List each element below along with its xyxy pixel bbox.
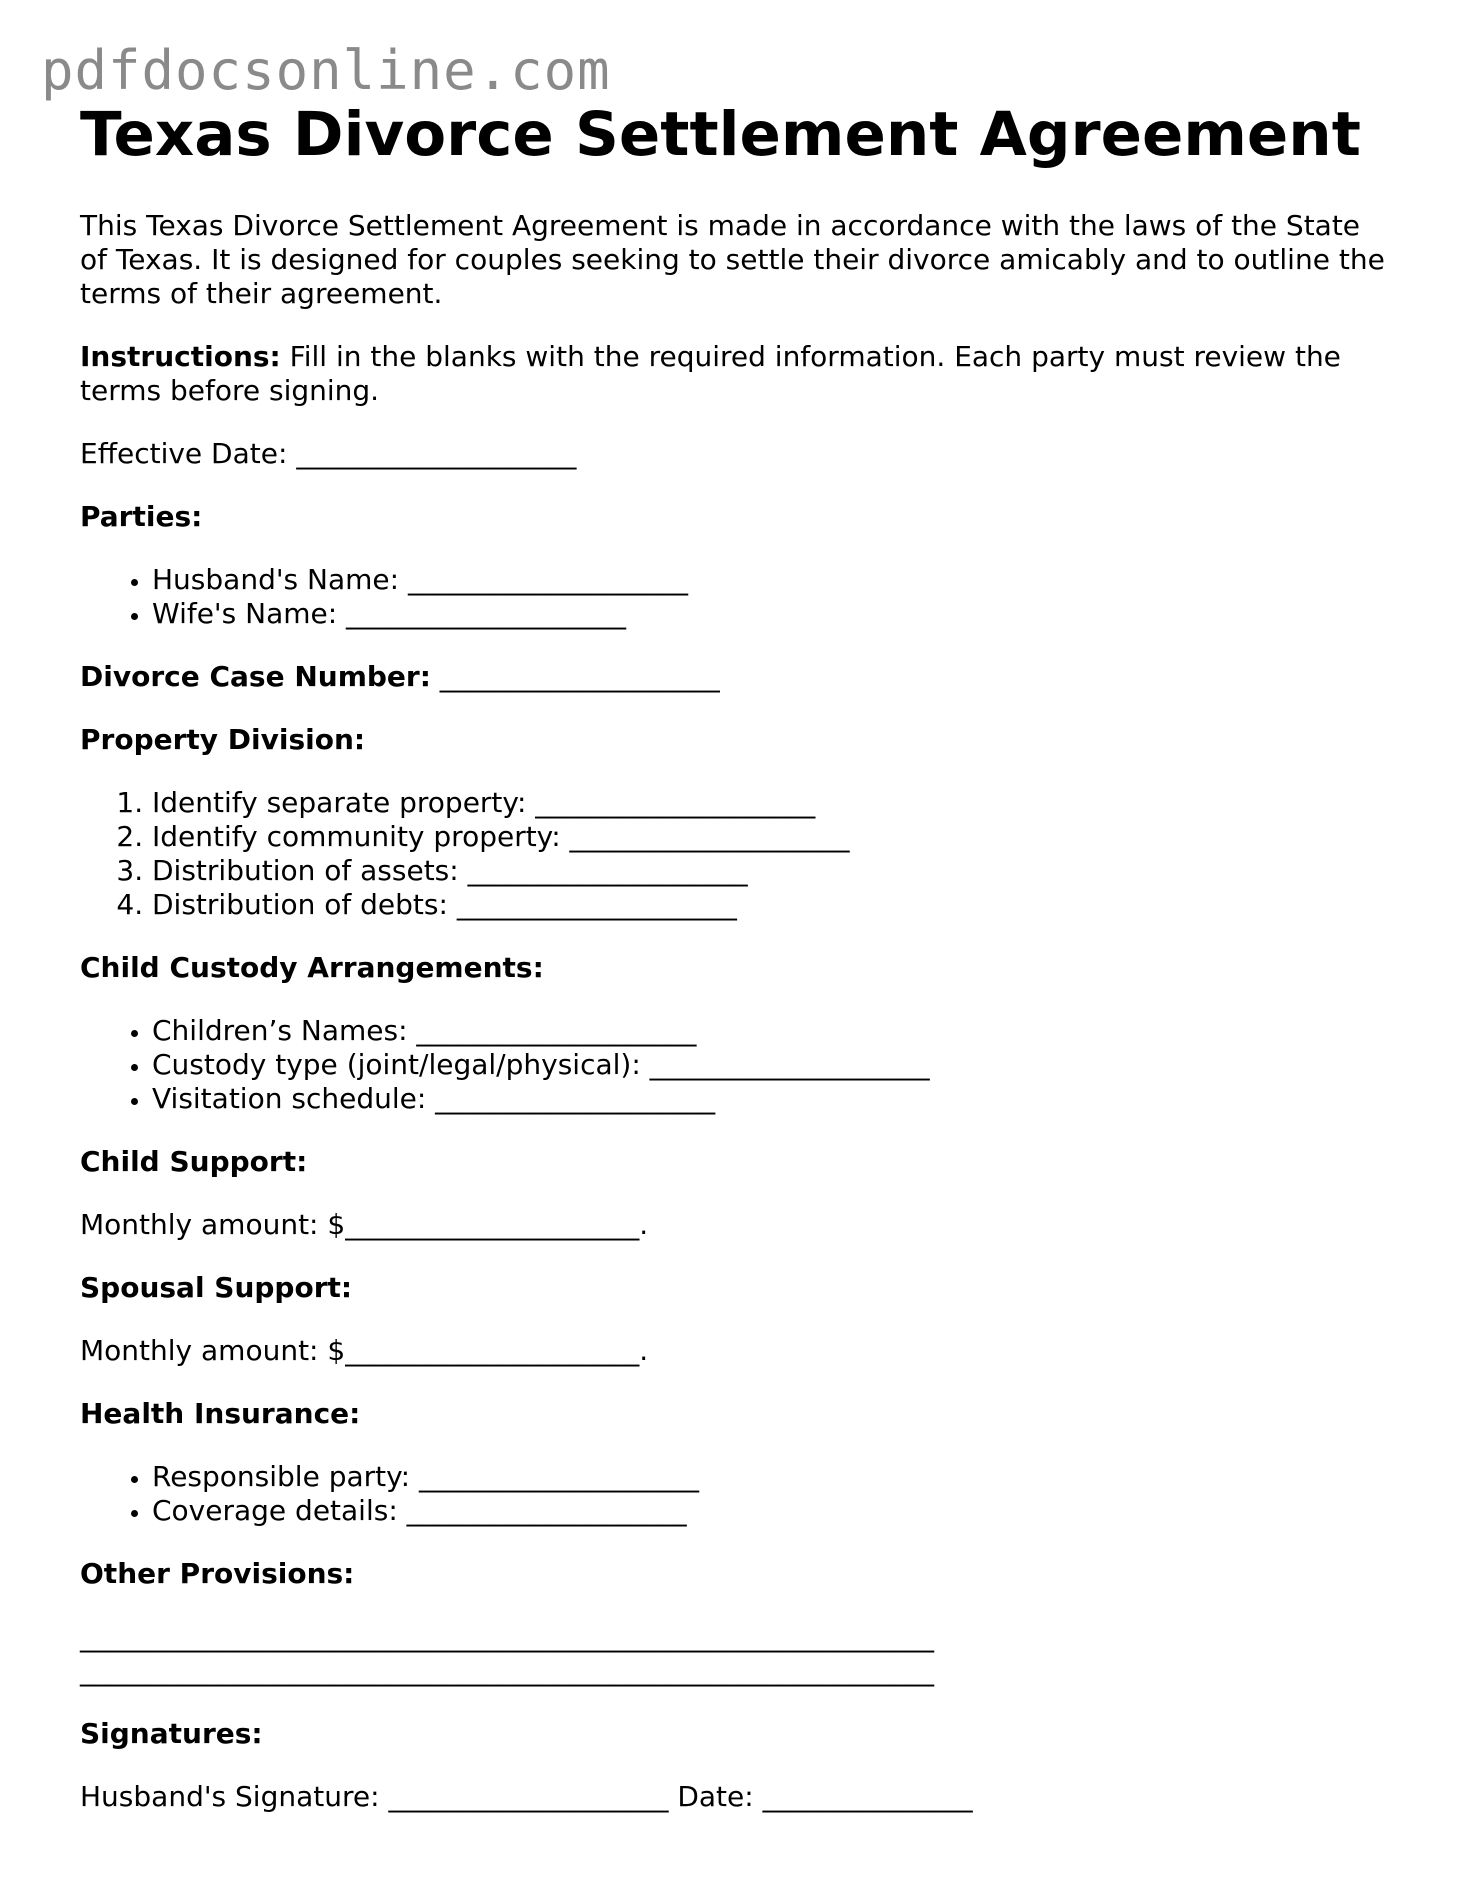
signatures-heading: Signatures: (80, 1717, 263, 1750)
wife-name-field[interactable]: • Wife's Name: ____________________ (152, 597, 1390, 631)
responsible-party-field[interactable]: • Responsible party: ____________________ (152, 1460, 1390, 1494)
health-insurance-list (80, 1460, 1390, 1528)
child-support-amount-field[interactable]: Monthly amount: $_____________________. (80, 1208, 649, 1241)
effective-date-field[interactable]: Effective Date: ____________________ (80, 437, 577, 470)
property-heading: Property Division: (80, 723, 366, 756)
other-provisions-line[interactable]: _____________________________________________________________ (80, 1620, 934, 1653)
parties-heading: Parties: (80, 500, 203, 533)
children-names-field[interactable]: • Children’s Names: ____________________ (152, 1014, 1390, 1048)
custody-list (80, 1014, 1390, 1116)
husband-name-field[interactable]: • Husband's Name: ____________________ (152, 563, 1390, 597)
custody-heading: Child Custody Arrangements: (80, 951, 544, 984)
custody-type-field[interactable]: • Custody type (joint/legal/physical): ____________________ (152, 1048, 1390, 1082)
instructions-text: Fill in the blanks with the required information. Each party must review the terms before signing. (80, 340, 1341, 407)
debts-distribution-field[interactable]: 4. Distribution of debts: ____________________ (152, 888, 1390, 922)
watermark: pdfdocsonline.com (41, 39, 611, 102)
case-number-field[interactable]: ____________________ (430, 660, 720, 693)
intro-paragraph: This Texas Divorce Settlement Agreement is made in accordance with the laws of the State of Texas. It is designed for couples seeking to settle their divorce amicably and to outline the terms of their agreement. (80, 209, 1385, 310)
assets-distribution-field[interactable]: 3. Distribution of assets: ____________________ (152, 854, 1390, 888)
health-insurance-heading: Health Insurance: (80, 1397, 361, 1430)
instructions-label: Instructions: (80, 340, 281, 373)
property-list (80, 786, 1390, 922)
other-provisions-heading: Other Provisions: (80, 1557, 355, 1590)
case-number-label: Divorce Case Number: (80, 660, 431, 693)
case-number-row (80, 660, 1390, 694)
spousal-support-heading: Spousal Support: (80, 1271, 353, 1304)
spousal-support-amount-field[interactable]: Monthly amount: $_____________________. (80, 1334, 649, 1367)
other-provisions-line[interactable]: _____________________________________________________________ (80, 1654, 934, 1687)
coverage-details-field[interactable]: • Coverage details: ____________________ (152, 1494, 1390, 1528)
visitation-schedule-field[interactable]: • Visitation schedule: ____________________ (152, 1082, 1390, 1116)
document-body (80, 209, 1390, 1843)
husband-signature-field[interactable]: Husband's Signature: ____________________ Date: _______________ (80, 1780, 973, 1813)
parties-list (80, 563, 1390, 631)
instructions-paragraph (80, 340, 1390, 408)
community-property-field[interactable]: 2. Identify community property: ____________________ (152, 820, 1390, 854)
other-provisions-lines (80, 1620, 1390, 1688)
document-title: Texas Divorce Settlement Agreement (80, 99, 1361, 170)
child-support-heading: Child Support: (80, 1145, 308, 1178)
separate-property-field[interactable]: 1. Identify separate property: ____________________ (152, 786, 1390, 820)
